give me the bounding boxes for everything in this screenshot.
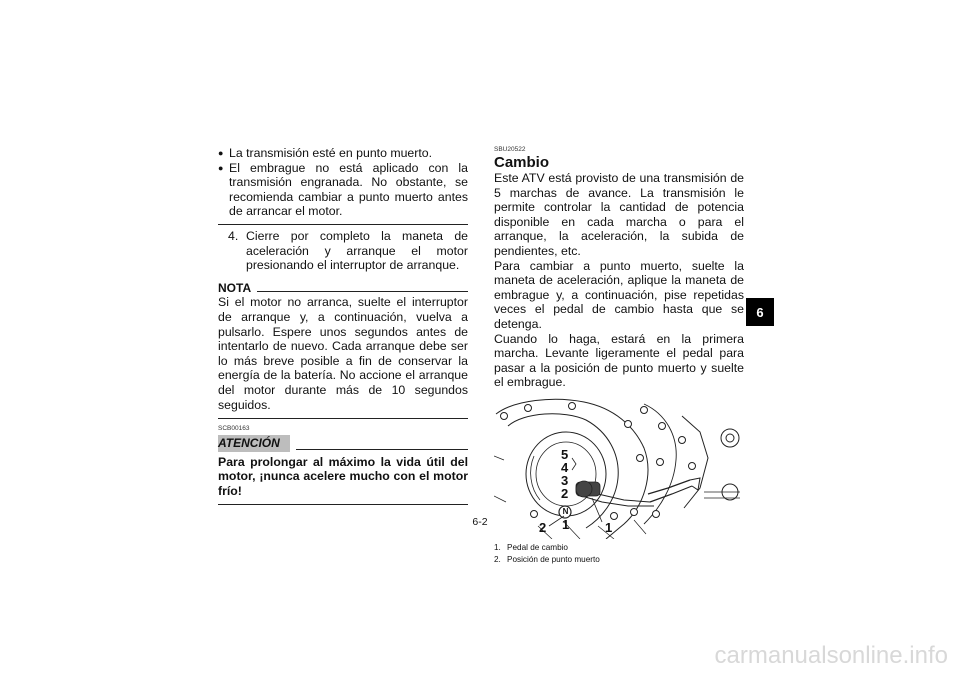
gear-label: 2 (561, 485, 569, 501)
caption-text: Posición de punto muerto (507, 554, 600, 564)
step-number: 4. (228, 228, 239, 243)
step-text: Cierre por completo la maneta de aceleración y arranque el motor presionando el interruptor de arranque. (246, 228, 468, 273)
gear-label: 1 (562, 516, 570, 532)
chapter-tab: 6 (746, 298, 774, 326)
divider (296, 449, 468, 450)
caution-header (218, 435, 468, 452)
watermark: carmanualsonline.info (714, 642, 948, 669)
gear-label: 5 (561, 446, 569, 462)
divider (218, 504, 468, 505)
note-text: Si el motor no arranca, suelte el interruptor de arranque y, a continuación, vuelva a pulsarlo. Espere unos segundos antes de intentarlo de nuevo. Cada arranque debe ser lo más breve posible a fin de conservar la energía de la batería. No accione el arranque del motor durante más de 10 segundos seguidos. (218, 295, 468, 412)
caption-item (494, 542, 744, 554)
caption-number: 2. (494, 554, 501, 564)
section-code: SBU20522 (494, 146, 526, 153)
gear-label: 3 (561, 472, 569, 488)
caution-code: SCB00163 (218, 425, 250, 433)
left-column (218, 146, 468, 505)
caption-item (494, 554, 744, 566)
section-heading: Cambio (494, 154, 550, 171)
paragraph: Para cambiar a punto muerto, suelte la maneta de aceleración, aplique la maneta de embrague y, a continuación, pise repetidas veces el pedal de cambio hasta que se detenga. (494, 258, 744, 331)
gear-label-neutral: N (562, 506, 569, 516)
bullet-item: ● El embrague no está aplicado con la transmisión engranada. No obstante, se recomienda cambiar a punto muerto antes de arrancar el motor. (218, 161, 468, 219)
caution-text: Para prolongar al máximo la vida útil del motor, ¡nunca acelere mucho con el motor frío! (218, 454, 468, 498)
paragraph: Este ATV está provisto de una transmisión de 5 marchas de avance. La transmisión le permite controlar la cantidad de potencia disponible en cada marcha o para el arranque, la aceleración, la subida de pendientes, etc. (494, 171, 744, 258)
gear-label: 4 (561, 459, 569, 475)
step-item (218, 229, 468, 273)
callout-2: 2 (539, 519, 547, 535)
bullet-item: ● La transmisión esté en punto muerto. (218, 146, 468, 161)
note-label: NOTA (218, 280, 252, 295)
divider (257, 291, 468, 292)
divider (218, 224, 468, 225)
figure-caption (494, 542, 744, 566)
page-number: 6-2 (472, 516, 488, 528)
caption-number: 1. (494, 542, 501, 552)
note-header (218, 281, 468, 296)
paragraph: Cuando lo haga, estará en la primera marcha. Levante ligeramente el pedal para pasar a la posición de punto muerto y suelte el embrague. (494, 331, 744, 390)
callout-1: 1 (605, 519, 613, 535)
caption-text: Pedal de cambio (507, 542, 568, 552)
right-column (494, 146, 744, 566)
divider (218, 418, 468, 419)
caution-label: ATENCIÓN (218, 435, 290, 452)
